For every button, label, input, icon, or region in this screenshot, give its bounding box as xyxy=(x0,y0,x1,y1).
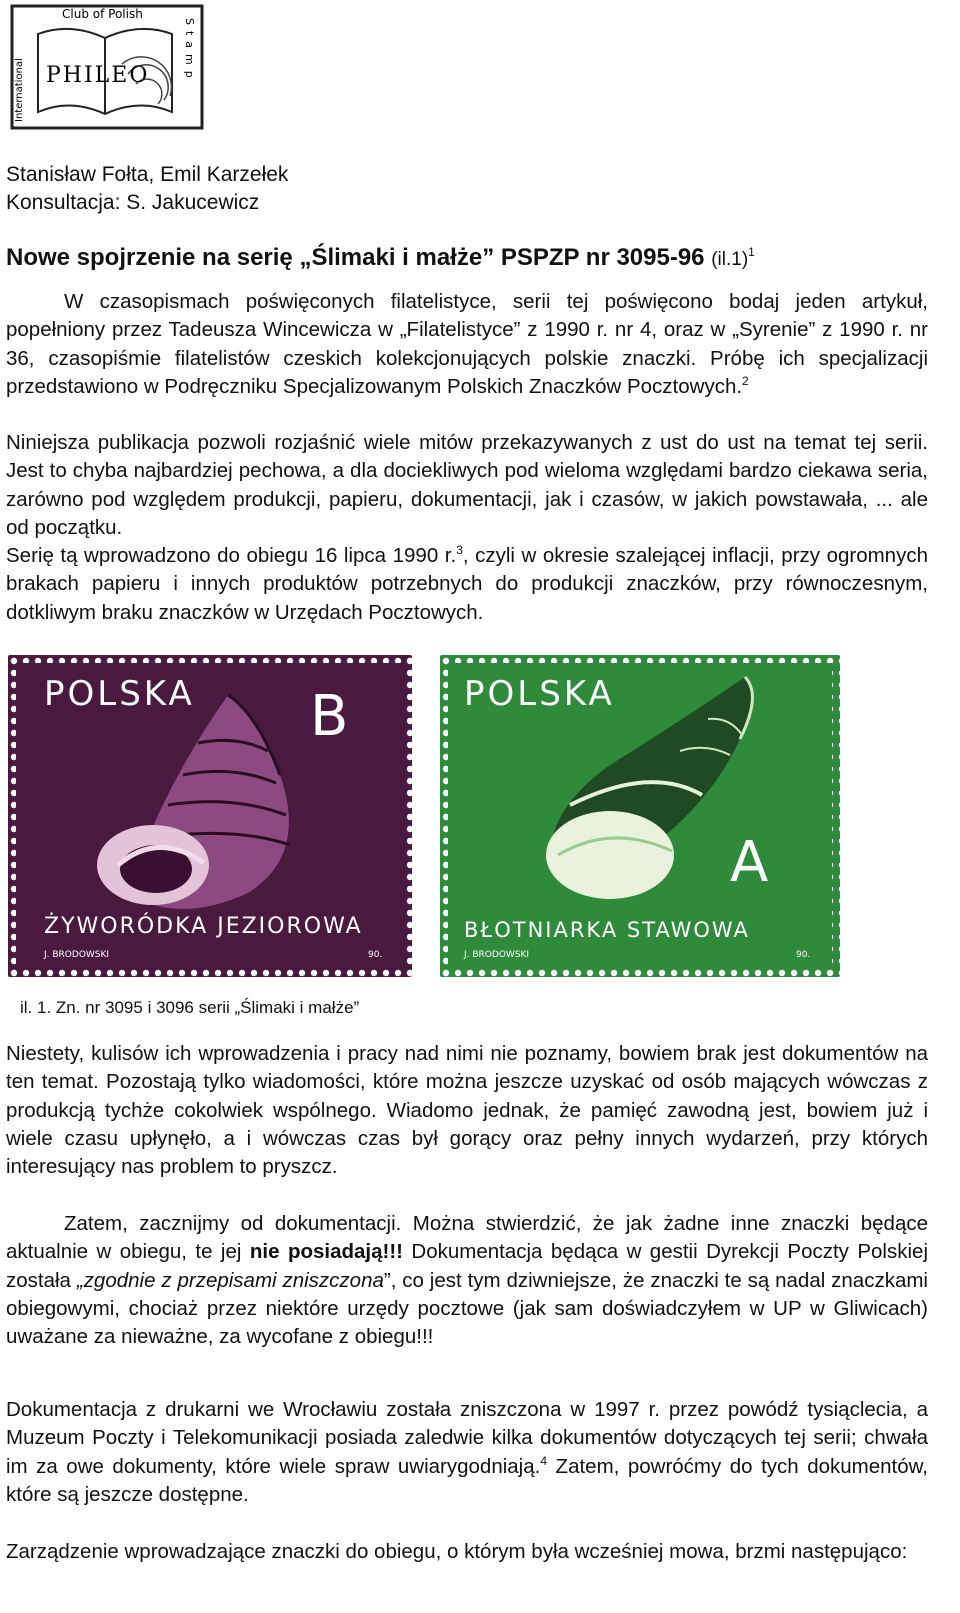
logo-top-text: Club of Polish xyxy=(62,7,143,21)
logo-right-text: Stamp xyxy=(183,18,196,84)
footnote-ref-4: 4 xyxy=(540,1453,548,1468)
paragraph-7 xyxy=(6,1538,928,1566)
paragraph-4-text: Niestety, kulisów ich wprowadzenia i pracy nad nimi nie poznamy, bowiem brak jest dokumentów na ten temat. Pozostają tylko wiadomości, które można jeszcze uzyskać od osób mających wówczas z produkcją tychże cokolwiek wspólnego. Wiadomo jednak, że pamięć zawodną jest, bowiem już i wiele czasu upłynęło, a i wówczas czas był gorący oraz pełny innych wydarzeń, przy których interesujący nas problem to pryszcz. xyxy=(6,1042,928,1179)
paragraph-5-emphasis: nie posiadają!!! xyxy=(249,1240,403,1264)
paragraph-3 xyxy=(6,542,928,627)
authors-line: Stanisław Fołta, Emil Karzełek xyxy=(6,163,289,186)
stamp-1-designer: J. BRODOWSKI xyxy=(44,950,110,960)
paragraph-1-text: W czasopismach poświęconych filatelistyce, serii tej poświęcono bodaj jeden artykuł, popełniony przez Tadeusza Wincewicza w „Filatelistyce” z 1990 r. nr 4, oraz w „Syrenie” z 1990 r. nr 36, czasopiśmie filatelistów czeskich kolekcjonujących polskie znaczki. Próbę ich specjalizacji przedstawiono w Podręczniku Specjalizowanym Polskich Znaczków Pocztowych. xyxy=(6,290,928,398)
stamp-2-designer: J. BRODOWSKI xyxy=(464,950,530,960)
article-title xyxy=(6,237,946,275)
club-logo xyxy=(10,4,206,130)
paragraph-5-text-b: Dokumentacja będąca w gestii Dyrekcji Poczty Polskiej została xyxy=(6,1240,928,1292)
stamp-1-value: B xyxy=(310,684,349,749)
stamps-illustration xyxy=(8,655,848,977)
paragraph-4 xyxy=(6,1040,928,1181)
paragraph-3-text-a: Serię tą wprowadzono do obiegu 16 lipca 1990 r. xyxy=(6,544,457,567)
paragraph-7-text: Zarządzenie wprowadzające znaczki do obiegu, o którym była wcześniej mowa, brzmi następująco: xyxy=(6,1540,908,1563)
paragraph-3-text-b: , czyli w okresie szalejącej inflacji, przy ogromnych brakach papieru i innych produktów potrzebnych do produkcji znaczków, przy równoczesnym, dotkliwym braku znaczków w Urzędach Pocztowych. xyxy=(6,544,928,624)
paragraph-2-text: Niniejsza publikacja pozwoli rozjaśnić wiele mitów przekazywanych z ust do ust na temat tej serii. Jest to chyba najbardziej pechowa, a dla dociekliwych pod wieloma względami bardzo ciekawa seria, zarówno pod względem produkcji, papieru, dokumentacji, jak i czasów, w jakich powstawała, ... ale od początku. xyxy=(6,431,928,539)
paragraph-6 xyxy=(6,1396,928,1509)
paragraph-6-text-b: Zatem, powróćmy do tych dokumentów, które są jeszcze dostępne. xyxy=(6,1454,928,1506)
paragraph-6-text-a: Dokumentacja z drukarni we Wrocławiu została zniszczona w 1997 r. przez powódź tysiąclecia, a Muzeum Poczty i Telekomunikacji posiada zaledwie kilka dokumentów dotyczących tej serii; chwała im za owe dokumenty, które wiele spraw uwiarygodniają. xyxy=(6,1398,928,1478)
paragraph-5-text-a: Zatem, zacznijmy od dokumentacji. Można stwierdzić, że jak żadne inne znaczki będące aktualnie w obiegu, te jej xyxy=(6,1212,928,1264)
logo-center-text: PHILEO xyxy=(46,63,150,88)
stamp-1-country: POLSKA xyxy=(44,674,195,714)
paragraph-5-text-c: , co jest tym dziwniejsze, że znaczki te są nadal znaczkami obiegowymi, chociaż przez niektóre urzędy pocztowe (jak sam doświadczyłem w UP w Gliwicach) uważane za nieważne, za wycofane z obiegu!!! xyxy=(6,1268,928,1349)
stamp-2-year: 90. xyxy=(796,950,811,960)
paragraph-2 xyxy=(6,429,928,542)
stamp-2-country: POLSKA xyxy=(464,674,615,714)
stamp-blotniarka xyxy=(440,655,840,977)
title-footnote: 1 xyxy=(748,245,755,259)
title-figure-ref: (il.1) xyxy=(711,249,749,270)
stamp-1-name: ŻYWORÓDKA JEZIOROWA xyxy=(44,914,363,939)
stamp-1-year: 90. xyxy=(368,950,383,960)
footnote-ref-3: 3 xyxy=(456,543,463,558)
paragraph-1 xyxy=(6,288,928,401)
stamp-2-name: BŁOTNIARKA STAWOWA xyxy=(464,918,750,942)
paragraph-5: Zatem, zacznijmy od dokumentacji. Można stwierdzić, że jak żadne inne znaczki będące aktualnie w obiegu, te jej nie posiadają!!! Dokumentacja będąca w gestii Dyrekcji Poczty Polskiej została „zgodnie z przepisami zniszczona”, co jest tym dziwniejsze, że znaczki te są nadal znaczkami obiegowymi, chociaż przez niektóre urzędy pocztowe (jak sam doświadczyłem w UP w Gliwicach) uważane za nieważne, za wycofane z obiegu!!! xyxy=(6,1212,928,1349)
figure-caption: il. 1. Zn. nr 3095 i 3096 serii „Ślimaki i małże” xyxy=(20,998,360,1017)
authors-block xyxy=(6,161,288,217)
paragraph-5-italic: zgodnie z przepisami zniszczona xyxy=(83,1268,384,1292)
consultation-line: Konsultacja: S. Jakucewicz xyxy=(6,191,260,214)
logo-left-text: International xyxy=(14,58,25,122)
title-text: Nowe spojrzenie na serię „Ślimaki i małże” PSPZP nr 3095-96 xyxy=(6,244,705,271)
stamp-zyworodka xyxy=(8,655,412,977)
stamp-2-value: A xyxy=(730,830,769,895)
footnote-ref-2: 2 xyxy=(742,374,749,389)
